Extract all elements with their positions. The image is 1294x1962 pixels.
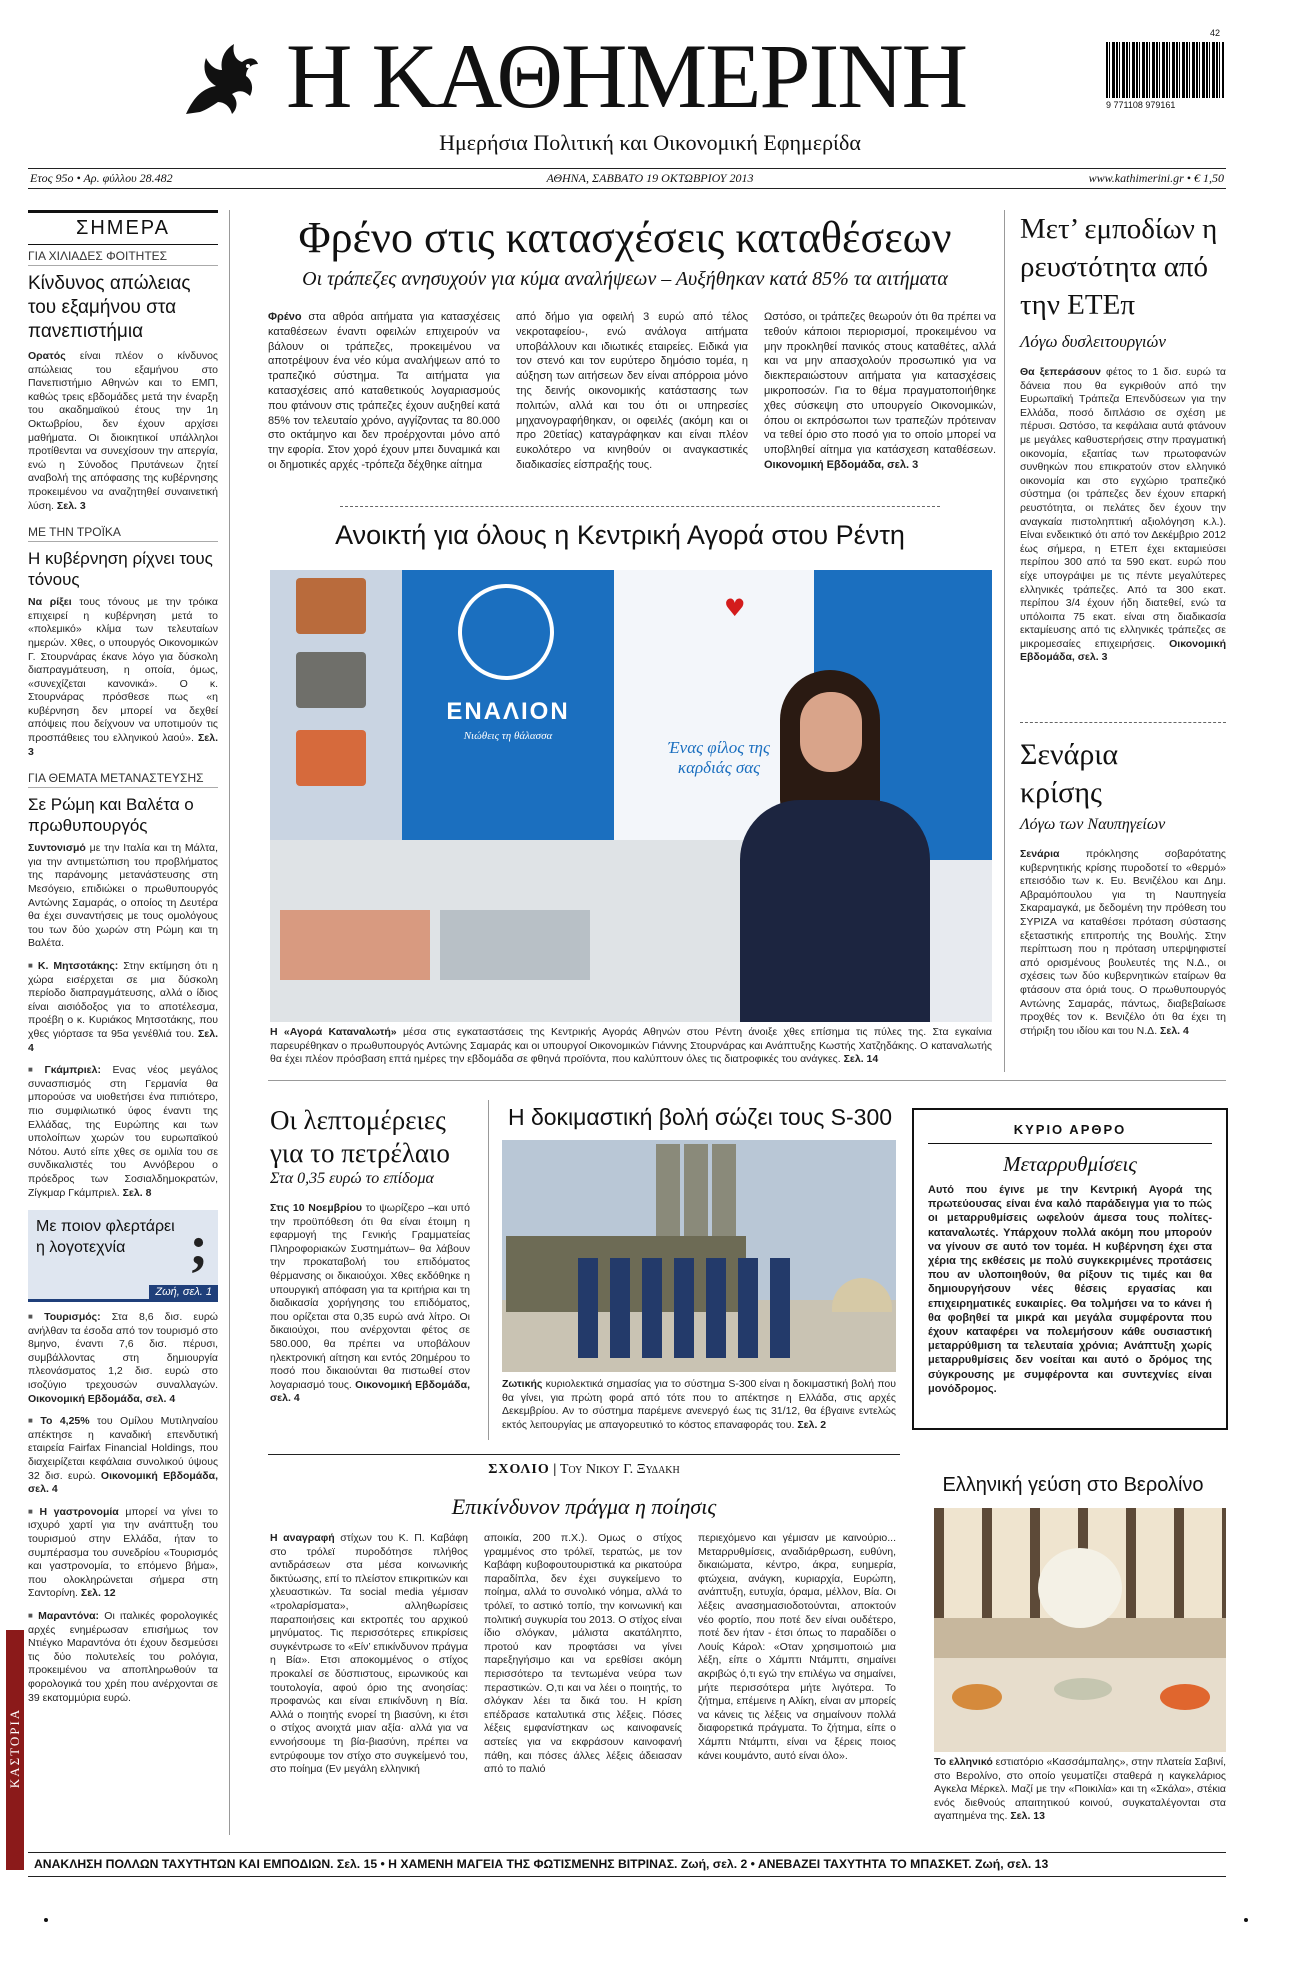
newspaper-title: Η ΚΑΘΗΜΕΡΙΝΗ: [286, 25, 967, 127]
sidebar: [28, 210, 218, 1705]
market-photo: [270, 570, 992, 1022]
sidebar-kicker: ΜΕ ΤΗΝ ΤΡΟΪΚΑ: [28, 525, 218, 542]
comment-label: ΣΧΟΛΙΟ: [488, 1462, 550, 1477]
masthead: [0, 0, 1294, 170]
enalion-slogan: Νιώθεις τη θάλασσα: [463, 730, 553, 742]
right-divider: [1020, 722, 1226, 723]
hangar: [832, 1278, 892, 1312]
mid-rule: [268, 1080, 1226, 1081]
market-headline[interactable]: Ανοικτή για όλους η Κεντρική Αγορά στου Ρέντη: [335, 520, 905, 550]
editorial-body: Αυτό που έγινε με την Κεντρική Αγορά της πρωτεύουσας είναι ένα καλό παράδειγμα για το πώς οι μεταρρυθμίσεις ωφελούν άμεσα τους πολίτες-καταναλωτές. Υπάρχουν πολλά ακόμη που μπορούν να γίνουν σε αυτό τον τομέα. Η κυβέρνηση έχει στα χέρια της εκθέσεις με πολύ συγκεκριμένες προτάσεις που αν υλοποιηθούν, θα ρίξουν τις τιμές και θα δημιουργήσουν νέες θέσεις εργασίας και επιχειρηματικές ευκαιρίες. Θα τολμήσει να το κάνει ή θα φοβηθεί τα μικρά και μεγάλα συμφέροντα που έχουν καταφέρει να πολεμήσουν κάθε ουσιαστική μεταρρύθμιση τα τελευταία χρόνια; Ανάπτυξη χωρίς μεταρρυθμίσεις δεν νοείται και αυτό ο δρόμος της σύγκρουσης με συμφέροντα και συντεχνίες είναι μονόδρομος.: [928, 1184, 1212, 1395]
s300-headline[interactable]: Η δοκιμαστική βολή σώζει τους S-300: [507, 1104, 893, 1130]
kastoria-strip: [6, 1630, 24, 1870]
etep-subtitle: Λόγω δυσλειτουργιών: [1020, 332, 1166, 351]
sidebar-brief: ■ Γκάμπριελ: Ενας νέος μεγάλος συνασπισμός στη Γερμανία θα μπορούσε να υιοθετήσει ένα πιπιότερο, πιο συμφιλιωτικό ύφος έναντι της Ελλάδας, της Ευρώπης και των υπολοίπων χωρών του ευρωπαϊκού Νότου. Αυτό είπε χθες σε ομιλία του σε συνδικαλιστές του Αννόβερου ο πρόεδρος των Σοσιαλδημοκρατών, Ζίγκμαρ Γκάμπριελ. Σελ. 8: [28, 1063, 218, 1200]
registration-mark: [44, 1918, 48, 1922]
sidebar-header: ΣΗΜΕΡΑ: [75, 217, 170, 239]
vendor-face: [800, 692, 862, 772]
fish-crate: [440, 910, 590, 980]
comment-rule: [268, 1454, 900, 1455]
s300-caption: Ζωτικής κυριολεκτικά σημασίας για το σύστημα S-300 είναι η δοκιμαστική βολή που θα γίνει, για πρώτη φορά από τότε που το απέκτησε η Ελλάδα, στις αρχές Δεκεμβρίου. Αν το σύστημα παρέμενε ανενεργό έως τις 31/12, θα έβγαινε εντελώς εκτός λειτουργίας με απαγορευτικό το κόστος επαναφοράς του. Σελ. 2: [502, 1378, 896, 1431]
sidebar-kicker: ΓΙΑ ΘΕΜΑΤΑ ΜΕΤΑΝΑΣΤΕΥΣΗΣ: [28, 771, 218, 788]
sidebar-story: Να ρίξει τους τόνους με την τρόικα επιχειρεί η κυβέρνηση μετά το «πολεμικό» κλίμα των τελευταίων ημερών. Χθες, ο υπουργός Οικονομικών Γ. Στουρνάρας έκανε λόγο για δύσκολη διαπραγμάτευση, η οποία, όμως, «συνεχίζεται κανονικά». Ο κ. Στουρνάρας πρόσθεσε πως «η κυβέρνηση δεν μπορεί να δεχθεί απόψεις που δείχνουν να υποτιμούν τις προσπάθειες του ελληνικού λαού». Σελ. 3: [28, 596, 219, 758]
sidebar-story: Συντονισμό με την Ιταλία και τη Μάλτα, για την αντιμετώπιση του προβλήματος της παράνομης μετανάστευσης στη Μεσόγειο, επιδιώκει ο πρωθυπουργός Αντώνης Σαμαράς, ο οποίος τη Δευτέρα θα έχει συναντήσεις με τους ομολόγους του των δύο χωρών στη Ρώμη και τη Βαλέτα.: [28, 842, 218, 950]
etep-headline[interactable]: Μετ’ εμποδίων η ρευστότητα από την ΕΤΕπ: [1020, 213, 1218, 321]
comment-col-2: αποικία, 200 π.Χ.). Ομως ο στίχος γραμμένος στο τρόλεϊ, τερατώς, με τον Καβάφη κυβοφουτουριστικά κα ρικατούρα παραδίπλα, δεν έχει συγκείμενο το ποίημα, αλλά το συνολικό νόημα, αλλά το τρόλεϊ, το αστικό τοπίο, την κοινωνική και πολιτική συγκυρία του 2013. Ο στίχος είναι ίδιο σλόγκαν, μάλιστα ακατάληπτο, προτού καν προφτάσει να γίνει παρεξηγήσιμο και να ερεθίσει ακόμη περισσότερο τα τεντωμένα νεύρα των περαστικών. Ο,τι και να λέει ο ποιητής, το σλόγκαν λέει τα δικά του. Η κρίση επέδρασε καταλυτικά στις λέξεις. Πόσες λέξεις εμφανίστηκαν ως καινοφανείς αστείες για να εκφράσουν καινοφανή πάθη, και πόσες άλλες λέξεις άδειασαν από το παλιό: [484, 1532, 683, 1776]
lead-headline[interactable]: Φρένο στις κατασχέσεις καταθέσεων: [298, 213, 952, 262]
vendor-woman: [710, 670, 950, 1022]
petrol-divider: [488, 1100, 489, 1440]
sidebar-headline[interactable]: Σε Ρώμη και Βαλέτα ο πρωθυπουργός: [28, 795, 194, 836]
lead-col-1: Φρένο στα αθρόα αιτήματα για κατασχέσεις καταθέσεων έναντι οφειλών επιχειρούν να βάλουν οι τράπεζες, προκειμένου να αποτρέψουν ένα νέο κύμα αναλήψεων από το τραπεζικό σύστημα. Τα αιτήματα για κατασχέσεις από καταθετικούς λογαριασμούς που φτάνουν στις τράπεζες έχουν αυξηθεί κατά 85% τον τελευταίο χρόνο, αγγίζοντας τα 80.000 στο οκτάμηνο και δεν προέρχονται μόνο από την εφορία. Στον χορό έχουν μπει δυναμικά και οι δημοτικές αρχές -τρόπεζα δέχθηκε αίτημα: [268, 311, 500, 471]
s300-photo: [502, 1140, 896, 1372]
sidebar-brief: ■ Κ. Μητσοτάκης: Στην εκτίμηση ότι η χώρα εισέρχεται σε μια δύσκολη περίοδο διαπραγμάτευσης, αλλά ο ίδιος είναι αισιόδοξος για το αποτέλεσμα, προέβη ο κ. Κυριάκος Μητσοτάκης, που χθες γιόρτασε τα 95α γενέθλιά του. Σελ. 4: [28, 959, 218, 1055]
crisis-headline[interactable]: Σενάρια κρίσης: [1020, 738, 1119, 809]
comment-col-3: περιεχόμενο και γέμισαν με καινούριο... Μεταρρυθμίσεις, αναδιάρθρωση, ευθύνη, δικαιώματα, κέντρο, άκρα, ευημερία, φτώχεια, ανάγκη, κυριαρχία, Ευρώπη, ανάπτυξη, ευτυχία, όραμα, μέλλον, Βία. Οι λέξεις ανασημασιοδοτούνται, αποκτούν νέο φορτίο, που ποτέ δεν είναι ουδέτερο, ποτέ δεν ήταν - έτσι όπως το παραδίδει ο Λουίς Κάρολ: «Οταν χρησιμοποιώ μια λέξη, είπε ο Χάμπτι Ντάμπτι, σημαίνει ακριβώς ό,τι εγώ την επιλέγω να σημαίνει, μήτε περισσότερα μήτε λιγότερα. Το ζήτημα, επέμεινε η Αλίκη, είναι αν μπορείς να κάνεις τις λέξεις να σημαίνουν πολλά διαφορετικά πράγματα. Το ζήτημα, είπε ο Χάμπτι Ντάμπτι, είναι να ξέρεις ποιος κάνει κουμάντο, αυτό είναι όλο».: [698, 1532, 896, 1762]
barcode-issue: 42: [1210, 28, 1221, 38]
buffet-dish: [952, 1684, 1002, 1710]
enalion-brand: ΕΝΑΛΙΟΝ: [446, 698, 570, 725]
lead-divider: [340, 506, 940, 507]
petrol-headline[interactable]: Οι λεπτομέρειες για το πετρέλαιο: [270, 1105, 450, 1168]
hook-logo-icon: [458, 584, 554, 680]
editorial-box: [912, 1108, 1228, 1430]
berlin-headline[interactable]: Ελληνική γεύση στο Βερολίνο: [942, 1474, 1204, 1496]
promo-title: Με ποιον φλερτάρει η λογοτεχνία: [36, 1218, 175, 1257]
griffin-logo: [176, 36, 262, 122]
comment-kicker: [270, 1462, 898, 1478]
ticker-top-rule: [28, 1852, 1226, 1853]
flower-arrangement: [1038, 1548, 1122, 1628]
fish-eye-2: [296, 652, 366, 708]
petrol-story: Στις 10 Νοεμβρίου το ψωρίζερο –και υπό την προϋπόθεση ότι θα είναι έτοιμη η εφαρμογή της Γενικής Γραμματείας Πληροφοριακών Συστημάτων– θα λάβουν την προκαταβολή του επιδόματος θέρμανσης οι δικαιούχοι. Χθες εκδόθηκε η υπουργική απόφαση για τα κριτήρια και τη διαδικασία χορήγησης του επιδόματος, που ορίζεται στα 0,35 ευρώ ανά λίτρο. Οι δικαιούχοι, που ανέρχονται φέτος σε 580.000, θα πρέπει να υποβάλουν ηλεκτρονική αίτηση και εντός 20ημέρου το ποσό που δικαιούνται θα πιστωθεί στον λογαριασμό τους. Οικονομική Εβδομάδα, σελ. 4: [270, 1202, 470, 1405]
sidebar-headline[interactable]: Κίνδυνος απώλειας του εξαμήνου στα πανεπιστήμια: [28, 273, 191, 342]
buffet-dish: [1054, 1678, 1112, 1700]
enalion-sign-1: [402, 570, 614, 860]
barcode-number: 9 771108 979161: [1106, 100, 1176, 110]
barcode: [1106, 28, 1226, 112]
dateline-top-rule: [28, 168, 1226, 169]
enalion-motto: Ένας φίλος της καρδιάς σας: [668, 738, 770, 777]
sidebar-brief: ■ Τουρισμός: Στα 8,6 δισ. ευρώ ανήλθαν τα έσοδα από τον τουρισμό στο 8μηνο, έναντι 7,6 δισ. πέρυσι, συμβάλλοντας στη δημιουργία πλεονάσματος 1,2 δισ. ευρώ στο ισοζύγιο τρεχουσών συναλλαγών. Οικονομική Εβδομάδα, σελ. 4: [28, 1310, 218, 1406]
comment-author: Του Νικου Γ. Ξυδακη: [559, 1462, 680, 1477]
sidebar-headline[interactable]: Η κυβέρνηση ρίχνει τους τόνους: [28, 549, 213, 590]
semicolon-icon: ;: [189, 1215, 208, 1278]
sidebar-story: Ορατός είναι πλέον ο κίνδυνος απώλειας του εξαμήνου στο Πανεπιστήμιο Αθηνών και το ΕΜΠ, καθώς τρεις εβδομάδες μετά την έναρξη του ακαδημαϊκού έτους την 1η Οκτωβρίου, δεν έχουν αρχίσει μαθήματα. Οι διοικητικοί υπάλληλοι προτίθενται να συνεχίσουν την απεργία, ενώ η Σύνοδος Πρυτάνεων ζητεί αναβολή της απόφασης της κυβέρνησης προκειμένου να αναζητηθεί συναινετική λύση. Σελ. 3: [28, 350, 218, 512]
right-column-divider: [1004, 210, 1005, 1072]
fish-eye-3: [296, 730, 366, 786]
date: ΑΘΗΝΑ, ΣΑΒΒΑΤΟ 19 ΟΚΤΩΒΡΙΟΥ 2013: [546, 171, 754, 185]
crisis-subtitle: Λόγω των Ναυπηγείων: [1020, 816, 1166, 833]
registration-mark: [1244, 1918, 1248, 1922]
fish-eye-1: [296, 578, 366, 634]
market-caption: Η «Αγορά Καταναλωτή» μέσα στις εγκαταστάσεις της Κεντρικής Αγοράς Αθηνών στου Ρέντη άνοιξε χθες επίσημα τις πύλες της. Στα εγκαίνια παρευρέθηκαν ο πρωθυπουργός Αντώνης Σαμαράς και οι υπουργοί Οικονομικών Γιάννης Στουρνάρας και Ανάπτυξης Κωστής Χατζηδάκης. Ο καταναλωτής θα έχει πλέον πρόσβαση επτά ημέρες την εβδομάδα σε φθηνά προϊόντα, που καλύπτουν όλες τις διατροφικές του ανάγκες. Σελ. 14: [270, 1026, 992, 1066]
lead-subtitle: Οι τράπεζες ανησυχούν για κύμα αναλήψεων – Αυξήθηκαν κατά 85% τα αιτήματα: [302, 268, 948, 290]
sidebar-header-rule: [28, 210, 218, 213]
issue-info: Ετος 95ο • Αρ. φύλλου 28.482: [30, 171, 173, 185]
ticker[interactable]: ΑΝΑΚΛΗΣΗ ΠΟΛΛΩΝ ΤΑΧΥΤΗΤΩΝ ΚΑΙ ΕΜΠΟΔΙΩΝ. Σελ. 15 • Η ΧΑΜΕΝΗ ΜΑΓΕΙΑ ΤΗΣ ΦΩΤΙΣΜΕΝΗΣ ΒΙΤΡΙΝΑΣ. Ζωή, σελ. 2 • ΑΝΕΒΑΖΕΙ ΤΑΧΥΤΗΤΑ ΤΟ ΜΠΑΣΚΕΤ. Ζωή, σελ. 13: [34, 1857, 1049, 1871]
fish-crate: [280, 910, 430, 980]
heart-icon: ♥: [724, 594, 746, 622]
sidebar-brief: ■ Το 4,25% του Ομίλου Μυτιληναίου απέκτησε η καναδική επενδυτική εταιρεία Fairfax Financial Holdings, που διαχειρίζεται κεφάλαια συνολικού ύψους 32 δισ. ευρώ. Οικονομική Εβδομάδα, σελ. 4: [28, 1414, 218, 1497]
ticker-bottom-rule: [28, 1876, 1226, 1877]
dateline-bottom-rule: [28, 188, 1226, 189]
vendor-shirt: [740, 800, 930, 1022]
berlin-photo: [934, 1508, 1226, 1752]
newspaper-subtitle: Ημερήσια Πολιτική και Οικονομική Εφημερίδα: [439, 130, 861, 155]
petrol-subtitle: Στα 0,35 ευρώ το επίδομα: [270, 1170, 434, 1187]
sidebar-brief: ■ Μαραντόνα: Οι ιταλικές φορολογικές αρχές ενημέρωσαν επισήμως τον Ντιέγκο Μαραντόνα ότι έχουν δεσμεύσει τις δύο πολυτελείς του ρολόγια, προκειμένου να αποπληρωθούν τα φορολογικά του χρέη που ανέρχονται σε 39 εκατομμύρια ευρώ.: [28, 1609, 218, 1705]
barcode-bars: [1106, 42, 1224, 98]
sidebar-kicker: ΓΙΑ ΧΙΛΙΑΔΕΣ ΦΟΙΤΗΤΕΣ: [28, 249, 218, 266]
editorial-rule: [928, 1143, 1212, 1144]
sidebar-divider: [229, 210, 230, 1835]
sidebar-header-rule2: [28, 244, 218, 245]
buffet-dish: [1160, 1684, 1210, 1710]
comment-col-1: Η αναγραφή στίχων του Κ. Π. Καβάφη στο τρόλεϊ πυροδότησε πλήθος αντιδράσεων στα μέσα κοινωνικής δικτύωσης, επί το πλείστον επικριτικών και χλευαστικών. Τα social media γέμισαν «τρολαρίσματα», αλληθωρίσεις παραποιήσεις και εκτροπές του αρχικού μηνύματος. Τις περισσότερες επικρίσεις συγκέντρωσε το «Είν’ επικίνδυνον πράγμα η Βία». Ετσι αποκομμένος ο στίχος προκαλεί σε δύσπιστους, ειρωνικούς και τουτολογία, αφού όριο της ανοησίας: προφανώς και είναι επικίνδυνη η Βία. Αλλά ο ποιητής ενορεί τη βιασύνη, κι έτσι ο στίχος ανοιχτά μιαν αξία· αλλά για να εννοήσουμε τη βία-βιασύνη, πρέπει να εντρύφουμε τον στίχο στο συγκείμενό του, στο ποίημα (Εν μεγάλη ελληνική: [270, 1532, 468, 1776]
comment-headline[interactable]: Επικίνδυνον πράγμα η ποίησις: [451, 1494, 717, 1519]
lead-col-2: από δήμο για οφειλή 3 ευρώ από τέλος νεκροταφείου-, ενώ ανάλογα αιτήματα υποβάλλουν και ιδιωτικές εταιρείες. Ειδικά για τον στενό και τον ευρύτερο δημόσιο τομέα, η αύξηση των αιτήσεων δεν είναι απόρροια μόνο της δεινής οικονομικής κατάστασης των πολιτών, αλλά και του ότι οι υπηρεσίες μηχανογραφήθηκαν, οι οφειλές (ακόμη και οι προ 20ετίας) καταγράφηκαν και είναι πλέον ευκολότερο να κινηθούν οι αναγκαστικές διαδικασίες είσπραξής τους.: [516, 311, 748, 471]
website-price: www.kathimerini.gr • € 1,50: [1088, 171, 1224, 185]
sidebar-brief: ■ Η γαστρονομία μπορεί να γίνει το ισχυρό χαρτί για την ανάπτυξη του τουρισμού στην Ελλάδα, ήταν το συμπέρασμα του συνεδρίου «Τουρισμός και γαστρονομία, το επόμενο βήμα», που ολοκληρώνεται σήμερα στη Σαντορίνη. Σελ. 12: [28, 1505, 218, 1601]
comment-separator: |: [553, 1462, 560, 1477]
berlin-caption: Το ελληνικό εστιατόριο «Κασσάμπαλης», στην πλατεία Σαβινί, στο Βερολίνο, στο οποίο γευματίζει σταθερά η καγκελάριος Αγκελα Μέρκελ. Μαζί με την «Ποικιλία» και τη «Σκάλα», στέκια ενός διεθνούς απαιτητικού κοινού, συγκαταλέγονται στα αγαπημένα της. Σελ. 13: [934, 1756, 1226, 1823]
editorial-kicker: ΚΥΡΙΟ ΑΡΘΡΟ: [1013, 1122, 1127, 1137]
etep-story: Θα ξεπεράσουν φέτος το 1 δισ. ευρώ τα δάνεια που θα εγκριθούν από την Ευρωπαϊκή Τράπεζα Επενδύσεων για την Ελλάδα, ποσό διπλάσιο σε σχέση με πέρυσι. Ωστόσο, τα κεφάλαια αυτά φτάνουν με μεγάλες καθυστερήσεις στην πραγματική οικονομία, εξαιτίας των πρωτοφανών συνθηκών που επικρατούν στον ελληνικό οικονομία και στο εγχώριο τραπεζικό σύστημα (οι τράπεζες δεν έχουν επαρκή ρευστότητα, οι πελάτες δεν έχουν την αναγκαία πιστοληπτική αξιολόγηση κ.λ.). Είναι ενδεικτικό ότι από τον Δεκέμβριο 2012 έως σήμερα, η ΕΤΕπ έχει εκταμιεύσει περίπου 300 από τα 590 εκατ. ευρώ που είχε υπογράψει με τις πέντε μεγαλύτερες ελληνικές τράπεζες. Από τα 300 εκατ. περίπου 3/4 έχουν ήδη διατεθεί, ενώ τα υπόλοιπα 75 εκατ. είναι στη διαδικασία εκταμίευσης από τις ελληνικές τράπεζες σε μικρομεσαίες επιχειρήσεις. Οικονομική Εβδομάδα, σελ. 3: [1020, 366, 1226, 664]
kastoria-label: ΚΑΣΤΟΡΙΑ: [7, 1707, 22, 1789]
editorial-title[interactable]: Μεταρρυθμίσεις: [1003, 1152, 1137, 1176]
literature-promo[interactable]: [28, 1210, 218, 1302]
crisis-story: Σενάρια πρόκλησης σοβαρότατης κυβερνητικής κρίσης πυροδοτεί το «θερμό» επεισόδιο των κ. Ευ. Βενιζέλου και Δημ. Αβραμόπουλου για τη Ναυπηγεία Σκαραμαγκά, με δεδομένη την πρόθεση του ΣΥΡΙΖΑ να καταθέσει πρόταση σύστασης εξεταστικής επιτροπής της Βουλής. Στην περίπτωση που η πρόταση υπερψηφιστεί από ορισμένους βουλευτές της Ν.Δ., οι σχέσεις των δύο κυβερνητικών εταίρων θα φτάσουν στα όριά τους. Ο πρωθυπουργός Αντώνης Σαμαράς, πάντως, διαβεβαίωσε προχθές τον κ. Βενιζέλο ότι θα έχει τη στήριξη του ιδίου και του Ν.Δ. Σελ. 4: [1020, 848, 1226, 1037]
soldiers-group: [578, 1258, 798, 1358]
lead-col-3: Ωστόσο, οι τράπεζες θεωρούν ότι θα πρέπει να τεθούν κάποιοι περιορισμοί, προκειμένου να μην προκληθεί πανικός στους καταθέτες, αλλά και να μην απασχολούν προσωπικό για να διεκπεραιώστουν αιτήματα για κατασχέσεις μικροποσών. Για το θέμα πραγματοποιήθηκε χθες σύσκεψη στο υπουργείο Οικονομικών, όπου οι εκπρόσωποι των τραπεζών πρότειναν να τεθεί όριο στο ποσό για το οποίο μπορεί να υποβληθεί αίτημα για κατάσχεση καταθέσεων. Οικονομική Εβδομάδα, σελ. 3: [764, 311, 996, 471]
promo-ref: Ζωή, σελ. 1: [149, 1285, 218, 1299]
